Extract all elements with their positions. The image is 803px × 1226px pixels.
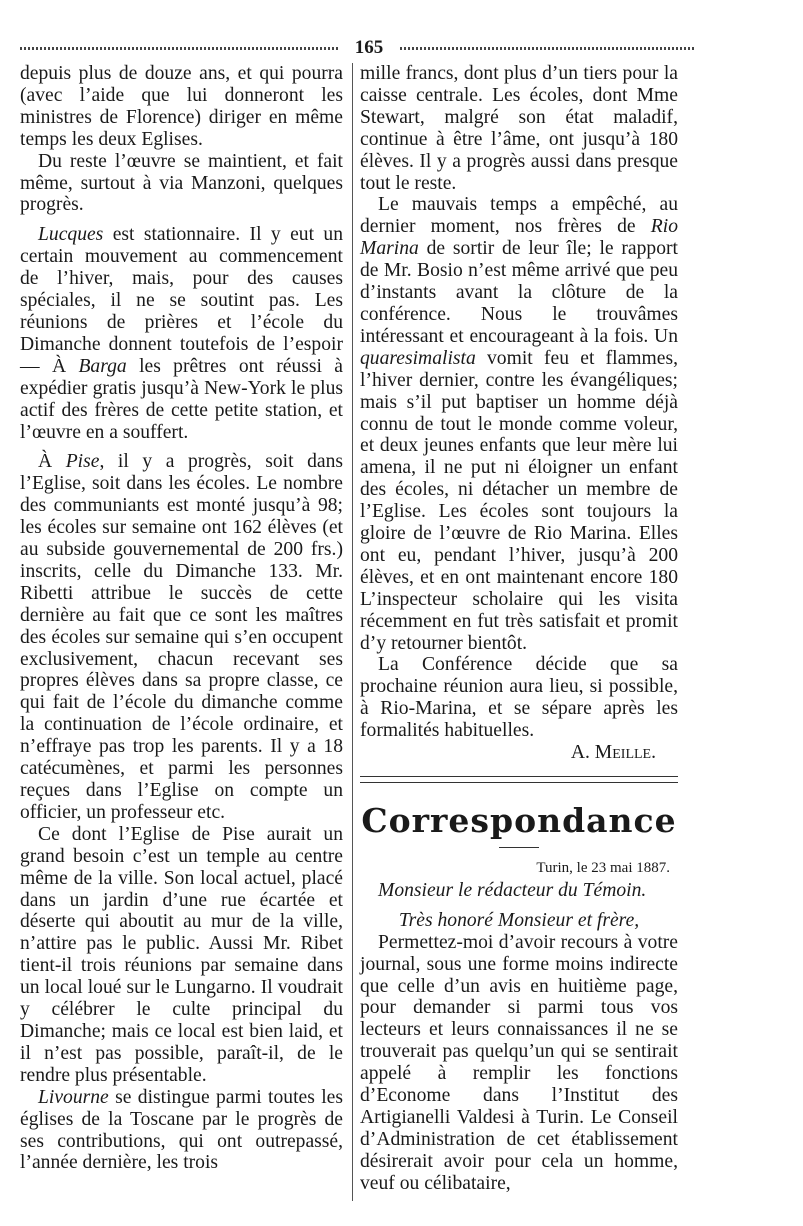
header-rule-left	[20, 47, 338, 50]
column-divider	[352, 63, 353, 1201]
place-livourne: Livourne	[38, 1086, 109, 1108]
right-column	[360, 63, 678, 1195]
section-separator	[360, 776, 678, 783]
signature: A. Meille.	[570, 742, 656, 764]
paragraph-pise: À Pise, il y a progrès, soit dans l’Eglise, soit dans les écoles. Le nombre des communiants est monté jusqu’à 98; les écoles sur semaine ont 162 élèves (et au subside gouvernemental de 200 frs.) inscrits, celle du Dimanche 133. Mr. Ribetti attribue le succès de cette dernière au fait que ce sont les maîtres des écoles sur semaine qui s’en occupent exclusivement, chacun recevant ses propres élèves dans sa propre classe, ce qui fait de l’école du dimanche comme la continuation de l’école ordinaire, et n’effraye pas trop les parents. Il y a 18 catécumènes, et parmi les personnes reçues dans l’Eglise on compte un officier, un professeur etc.	[20, 451, 343, 823]
place-lucques: Lucques	[38, 224, 104, 246]
term-quaresimalista: quaresimalista	[360, 347, 476, 369]
dateline: Turin, le 23 mai 1887.	[536, 860, 670, 876]
paragraph-conference: La Conférence décide que sa prochaine réunion aura lieu, si possible, à Rio-Marina, et se sépare après les formalités habituelles.	[360, 654, 678, 742]
salutation: Très honoré Monsieur et frère,	[398, 909, 640, 931]
paragraph-lucques: Lucques est stationnaire. Il y eut un certain mouvement au commencement de l’hiver, mais, pour des causes spéciales, il ne se soutint pas. Les réunions de prières et l’école du Dimanche donnent toutefois de l’espoir — À Barga les prêtres ont réussi à expédier gratis jusqu’à New-York le plus actif des frères de cette petite station, et l’œuvre en a souffert.	[20, 224, 343, 443]
paragraph-continuation: depuis plus de douze ans, et qui pourra (avec l’aide que lui donneront les ministres de Florence) diriger en même temps les deux Eglises.	[20, 63, 343, 150]
paragraph-livourne-cont: mille francs, dont plus d’un tiers pour la caisse centrale. Les écoles, dont Mme Stewart, malgré son état maladif, continue à être l’âme, ont jusqu’à 180 élèves. Il y a progrès aussi dans presque tout le reste.	[360, 63, 678, 194]
paragraph-livourne: Livourne se distingue parmi toutes les églises de la Toscane par le progrès de ses contributions, qui ont outrepassé, l’année dernière, les trois	[20, 1086, 343, 1174]
addressee: Monsieur le rédacteur du Témoin.	[378, 879, 647, 901]
paragraph-pise-temple: Ce dont l’Eglise de Pise aurait un grand besoin c’est un temple au centre même de la ville. Son local actuel, placé dans un jardin d’une rue écartée et déserte qui aboutit au mur de la ville, n’attire pas le public. Aussi Mr. Ribet tient-il trois réunions par semaine dans un local loué sur le Lungarno. Il voudrait y célébrer le culte principal du Dimanche; mais ce local est bien laid, et il n’est pas possible, paraît-il, de le rendre plus présentable.	[20, 823, 343, 1086]
paragraph-florence: Du reste l’œuvre se maintient, et fait même, surtout à via Manzoni, quelques progrès.	[20, 150, 343, 216]
page-header	[20, 38, 783, 58]
section-title: Correspondance	[361, 801, 677, 840]
left-column	[20, 63, 343, 1174]
place-rio-marina: Rio Marina	[360, 216, 678, 260]
title-rule	[499, 847, 539, 848]
page-number: 165	[354, 37, 384, 58]
paragraph-rio-marina: Le mauvais temps a empêché, au dernier moment, nos frères de Rio Marina de sortir de leur île; le rapport de Mr. Bosio n’est même arrivé que peu d’instants avant la clôture de la conférence. Nous le trouvâmes intéressant et encourageant à la fois. Un quaresimalista vomit feu et flammes, l’hiver dernier, contre les évangéliques; mais s’il put baptiser un homme déjà connu de tout le monde comme voleur, et deux jeunes enfants que leur mère lui amena, il ne put ni éloigner un enfant des écoles, ni détacher un membre de l’Eglise. Les écoles sont toujours la gloire de l’œuvre de Rio Marina. Elles ont eu, pendant l’hiver, jusqu’à 200 élèves, et en ont maintenant encore 180 L’inspecteur scholaire qui les visita récemment en fut très satisfait et promit d’y retourner bientôt.	[360, 194, 678, 654]
header-rule-right	[400, 47, 696, 50]
letter-body: Permettez-moi d’avoir recours à votre journal, sous une forme moins indirecte que celle d’un avis en huitième page, pour demander si parmi tous vos lecteurs et leurs connaissances il ne se trouverait pas quelqu’un qui se sentirait appelé à remplir les fonctions d’Econome dans l’Institut des Artigianelli Valdesi à Turin. Le Conseil d’Administration de cet établissement désirerait avoir pour cela un homme, veuf ou célibataire,	[360, 931, 678, 1194]
place-pise: Pise	[65, 451, 100, 473]
place-barga: Barga	[78, 355, 127, 377]
